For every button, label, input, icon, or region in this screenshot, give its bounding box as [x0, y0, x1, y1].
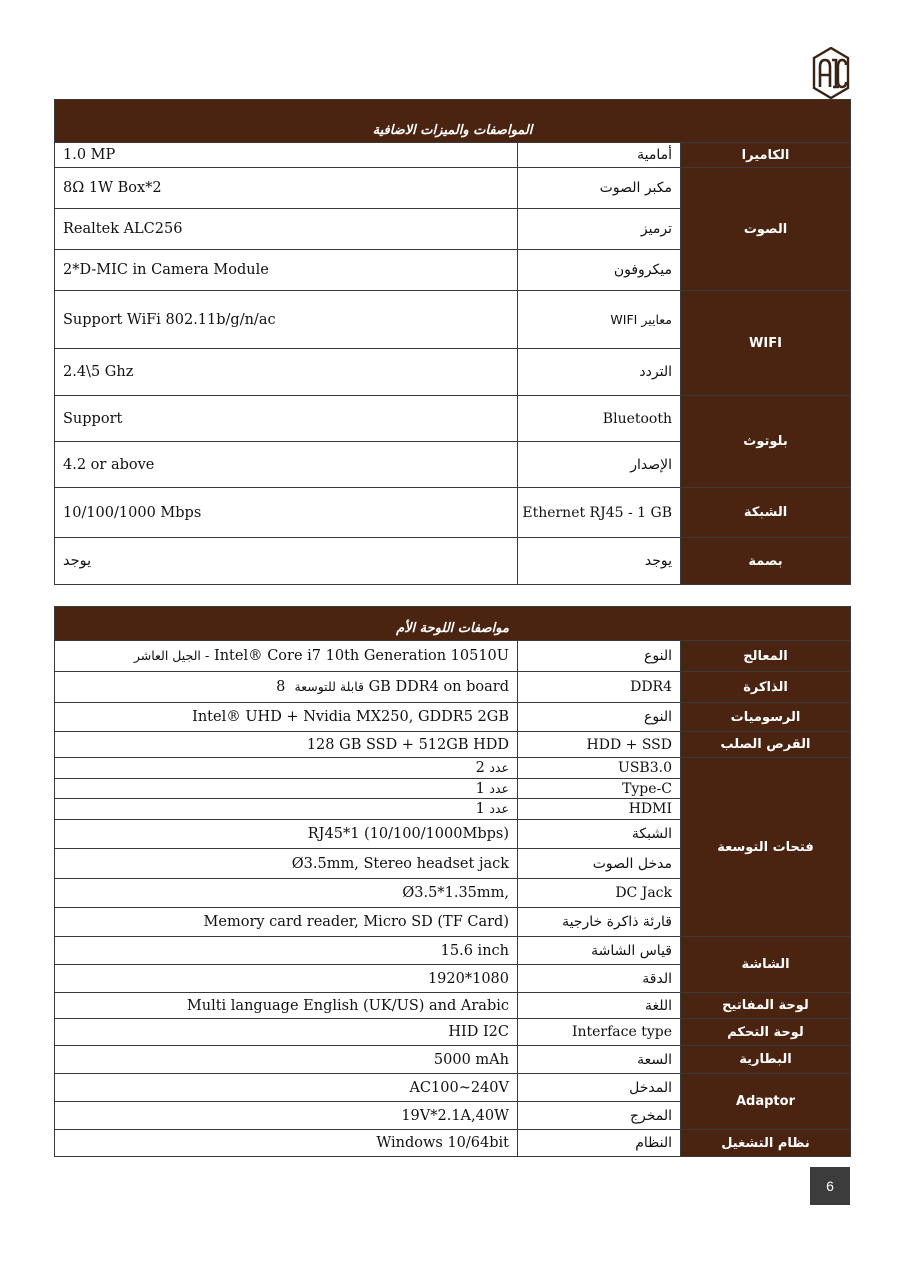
group-wifi: WIFI	[681, 291, 851, 396]
section-title: مواصفات اللوحة الأم	[55, 607, 851, 641]
spec-label: السعة	[518, 1046, 681, 1074]
spec-value: 1920*1080	[55, 965, 518, 993]
section-title: المواصفات والميزات الاضافية	[55, 100, 851, 143]
group-ports: فتحات التوسعة	[681, 758, 851, 937]
extra-features-table	[54, 99, 851, 585]
spec-value: قابلة للتوسعة 8 GB DDR4 on board	[55, 672, 518, 703]
group-audio: الصوت	[681, 168, 851, 291]
group-touchpad: لوحة التحكم	[681, 1019, 851, 1046]
group-os: نظام التشغيل	[681, 1130, 851, 1157]
spec-value: Support	[55, 396, 518, 442]
spec-value: يوجد	[55, 538, 518, 585]
spec-label: أمامية	[518, 143, 681, 168]
spec-value: Realtek ALC256	[55, 209, 518, 250]
spec-value: Ø3.5*1.35mm,	[55, 879, 518, 908]
spec-label: ميكروفون	[518, 250, 681, 291]
spec-value: Intel® UHD + Nvidia MX250, GDDR5 2GB	[55, 703, 518, 732]
spec-label: النظام	[518, 1130, 681, 1157]
spec-value: 128 GB SSD + 512GB HDD	[55, 732, 518, 758]
spec-value: 2.4\5 Ghz	[55, 349, 518, 396]
spec-value: Ø3.5mm, Stereo headset jack	[55, 849, 518, 879]
spec-value: 2*D-MIC in Camera Module	[55, 250, 518, 291]
group-battery: البطارية	[681, 1046, 851, 1074]
group-network: الشبكة	[681, 488, 851, 538]
spec-label: ترميز	[518, 209, 681, 250]
spec-value: 1.0 MP	[55, 143, 518, 168]
spec-label: قياس الشاشة	[518, 937, 681, 965]
spec-label: Type-C	[518, 779, 681, 799]
spec-label: Bluetooth	[518, 396, 681, 442]
spec-value: عدد 1	[55, 799, 518, 820]
spec-label: الشبكة	[518, 820, 681, 849]
group-fingerprint: بصمة	[681, 538, 851, 585]
spec-label: التردد	[518, 349, 681, 396]
spec-label: الدقة	[518, 965, 681, 993]
spec-value: 10/100/1000 Mbps	[55, 488, 518, 538]
spec-value: 15.6 inch	[55, 937, 518, 965]
spec-label: معايير WIFI	[518, 291, 681, 349]
page-number: 6	[810, 1167, 850, 1205]
spec-value: Support WiFi 802.11b/g/n/ac	[55, 291, 518, 349]
agu-crest-icon	[812, 47, 850, 99]
spec-value: AC100~240V	[55, 1074, 518, 1102]
spec-value: عدد 2	[55, 758, 518, 779]
spec-value: 19V*2.1A,40W	[55, 1102, 518, 1130]
motherboard-specs-table	[54, 606, 851, 1157]
spec-value: Windows 10/64bit	[55, 1130, 518, 1157]
spec-label: يوجد	[518, 538, 681, 585]
spec-label: مكبر الصوت	[518, 168, 681, 209]
spec-label: DC Jack	[518, 879, 681, 908]
group-memory: الذاكرة	[681, 672, 851, 703]
spec-value: عدد 1	[55, 779, 518, 799]
spec-value: 4.2 or above	[55, 442, 518, 488]
spec-value: الجيل العاشر - Intel® Core i7 10th Generation 10510U	[55, 641, 518, 672]
spec-label: USB3.0	[518, 758, 681, 779]
spec-value: Memory card reader, Micro SD (TF Card)	[55, 908, 518, 937]
group-graphics: الرسوميات	[681, 703, 851, 732]
group-bluetooth: بلوتوث	[681, 396, 851, 488]
spec-value: RJ45*1 (10/100/1000Mbps)	[55, 820, 518, 849]
spec-label: Interface type	[518, 1019, 681, 1046]
spec-label: النوع	[518, 703, 681, 732]
group-processor: المعالج	[681, 641, 851, 672]
spec-label: الإصدار	[518, 442, 681, 488]
spec-label: Ethernet RJ45 - 1 GB	[518, 488, 681, 538]
spec-label: HDD + SSD	[518, 732, 681, 758]
spec-value: 8Ω 1W Box*2	[55, 168, 518, 209]
spec-value: 5000 mAh	[55, 1046, 518, 1074]
spec-label: اللغة	[518, 993, 681, 1019]
spec-label: DDR4	[518, 672, 681, 703]
spec-label: المخرج	[518, 1102, 681, 1130]
spec-value: Multi language English (UK/US) and Arabic	[55, 993, 518, 1019]
group-keyboard: لوحة المفاتيح	[681, 993, 851, 1019]
group-storage: القرص الصلب	[681, 732, 851, 758]
group-display: الشاشة	[681, 937, 851, 993]
spec-label: HDMI	[518, 799, 681, 820]
group-adaptor: Adaptor	[681, 1074, 851, 1130]
group-camera: الكاميرا	[681, 143, 851, 168]
spec-label: المدخل	[518, 1074, 681, 1102]
spec-label: مدخل الصوت	[518, 849, 681, 879]
spec-label: قارئة ذاكرة خارجية	[518, 908, 681, 937]
spec-label: النوع	[518, 641, 681, 672]
spec-value: HID I2C	[55, 1019, 518, 1046]
